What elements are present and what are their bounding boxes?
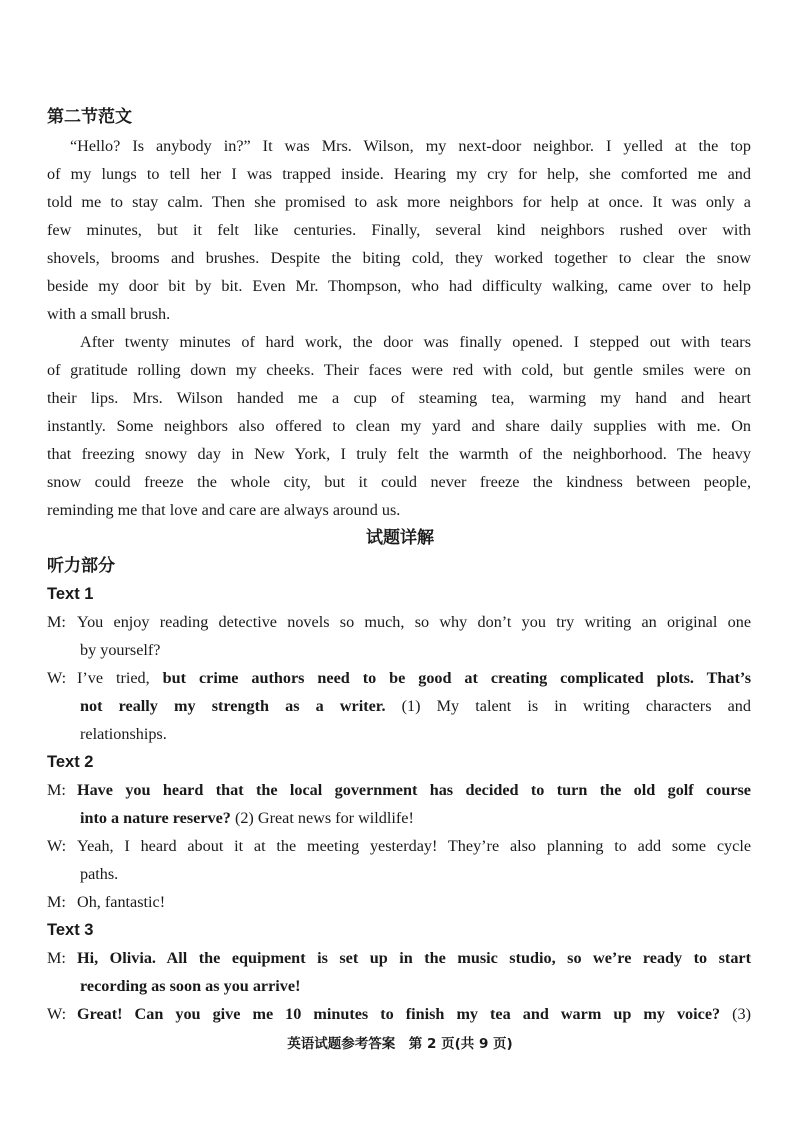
essay-line: beside my door bit by bit. Even Mr. Thompson, who had difficulty walking, came over to help — [47, 277, 751, 295]
speaker-m: M: — [47, 613, 66, 631]
speaker-w: W: — [47, 1005, 67, 1023]
essay-line: “Hello? Is anybody in?” It was Mrs. Wilson, my next-door neighbor. I yelled at the top — [70, 137, 751, 155]
dialogue-text: (3) — [720, 1005, 751, 1023]
speaker-m: M: — [47, 893, 66, 911]
dialogue-text: You enjoy reading detective novels so much, so why don’t you try writing an original one — [77, 613, 751, 631]
answer-evidence: not really my strength as a writer. — [80, 697, 386, 715]
essay-line: few minutes, but it felt like centuries. Finally, several kind neighbors rushed over with — [47, 221, 751, 239]
speaker-m: M: — [47, 949, 66, 967]
essay-line: that freezing snowy day in New York, I truly felt the warmth of the neighborhood. The heavy — [47, 445, 751, 463]
answer-evidence: into a nature reserve? — [80, 809, 231, 827]
text3-m-line2 — [80, 976, 751, 996]
text1-label: Text 1 — [47, 585, 94, 603]
detail-title: 试题详解 — [366, 528, 434, 548]
text2-label: Text 2 — [47, 753, 94, 771]
text2-m2-line — [47, 892, 751, 912]
dialogue-text: (1) My talent is in writing characters and — [385, 697, 751, 715]
dialogue-text: by yourself? — [80, 641, 161, 659]
essay-line: their lips. Mrs. Wilson handed me a cup of steaming tea, warming my hand and heart — [47, 389, 751, 407]
essay-line: snow could freeze the whole city, but it could never freeze the kindness between people, — [47, 473, 751, 491]
essay-line: of gratitude rolling down my cheeks. Their faces were red with cold, but gentle smiles were on — [47, 361, 751, 379]
text2-m-line — [47, 780, 751, 800]
essay-line: of my lungs to tell her I was trapped inside. Hearing my cry for help, she comforted me and — [47, 165, 751, 183]
answer-evidence: Great! Can you give me 10 minutes to finish my tea and warm up my voice? — [77, 1005, 721, 1023]
speaker-w: W: — [47, 837, 67, 855]
dialogue-text: Yeah, I heard about it at the meeting yesterday! They’re also planning to add some cycle — [77, 837, 751, 855]
dialogue-text: I’ve tried, — [77, 669, 163, 687]
answer-evidence: recording as soon as you arrive! — [80, 977, 301, 995]
dialogue-text: Oh, fantastic! — [77, 893, 166, 911]
essay-line: instantly. Some neighbors also offered to clean my yard and share daily supplies with me. On — [47, 417, 751, 435]
speaker-m: M: — [47, 781, 66, 799]
listening-title: 听力部分 — [47, 556, 115, 576]
essay-line: reminding me that love and care are always around us. — [47, 501, 401, 519]
essay-line: with a small brush. — [47, 305, 171, 323]
answer-evidence: Hi, Olivia. All the equipment is set up in the music studio, so we’re ready to start — [77, 949, 751, 967]
dialogue-text: (2) Great news for wildlife! — [230, 809, 414, 827]
essay-line: After twenty minutes of hard work, the door was finally opened. I stepped out with tears — [80, 333, 751, 351]
speaker-w: W: — [47, 669, 67, 687]
text3-w-line — [47, 1004, 751, 1024]
text3-m-line — [47, 948, 751, 968]
dialogue-text: paths. — [80, 865, 119, 883]
answer-evidence: Have you heard that the local government has decided to turn the old golf course — [77, 781, 751, 799]
text1-m-line — [47, 612, 751, 632]
text1-w-line — [47, 668, 751, 688]
page-footer: 英语试题参考答案 第 2 页(共 9 页) — [287, 1036, 513, 1052]
text3-label: Text 3 — [47, 921, 94, 939]
text1-w-line2 — [80, 696, 751, 716]
text2-w-line — [47, 836, 751, 856]
dialogue-text: relationships. — [80, 725, 167, 743]
answer-evidence: but crime authors need to be good at creating complicated plots. That’s — [162, 669, 751, 687]
essay-line: shovels, brooms and brushes. Despite the biting cold, they worked together to clear the snow — [47, 249, 751, 267]
text2-m-line2 — [80, 808, 751, 828]
essay-line: told me to stay calm. Then she promised to ask more neighbors for help at once. It was only a — [47, 193, 751, 211]
section-title: 第二节范文 — [47, 107, 132, 127]
